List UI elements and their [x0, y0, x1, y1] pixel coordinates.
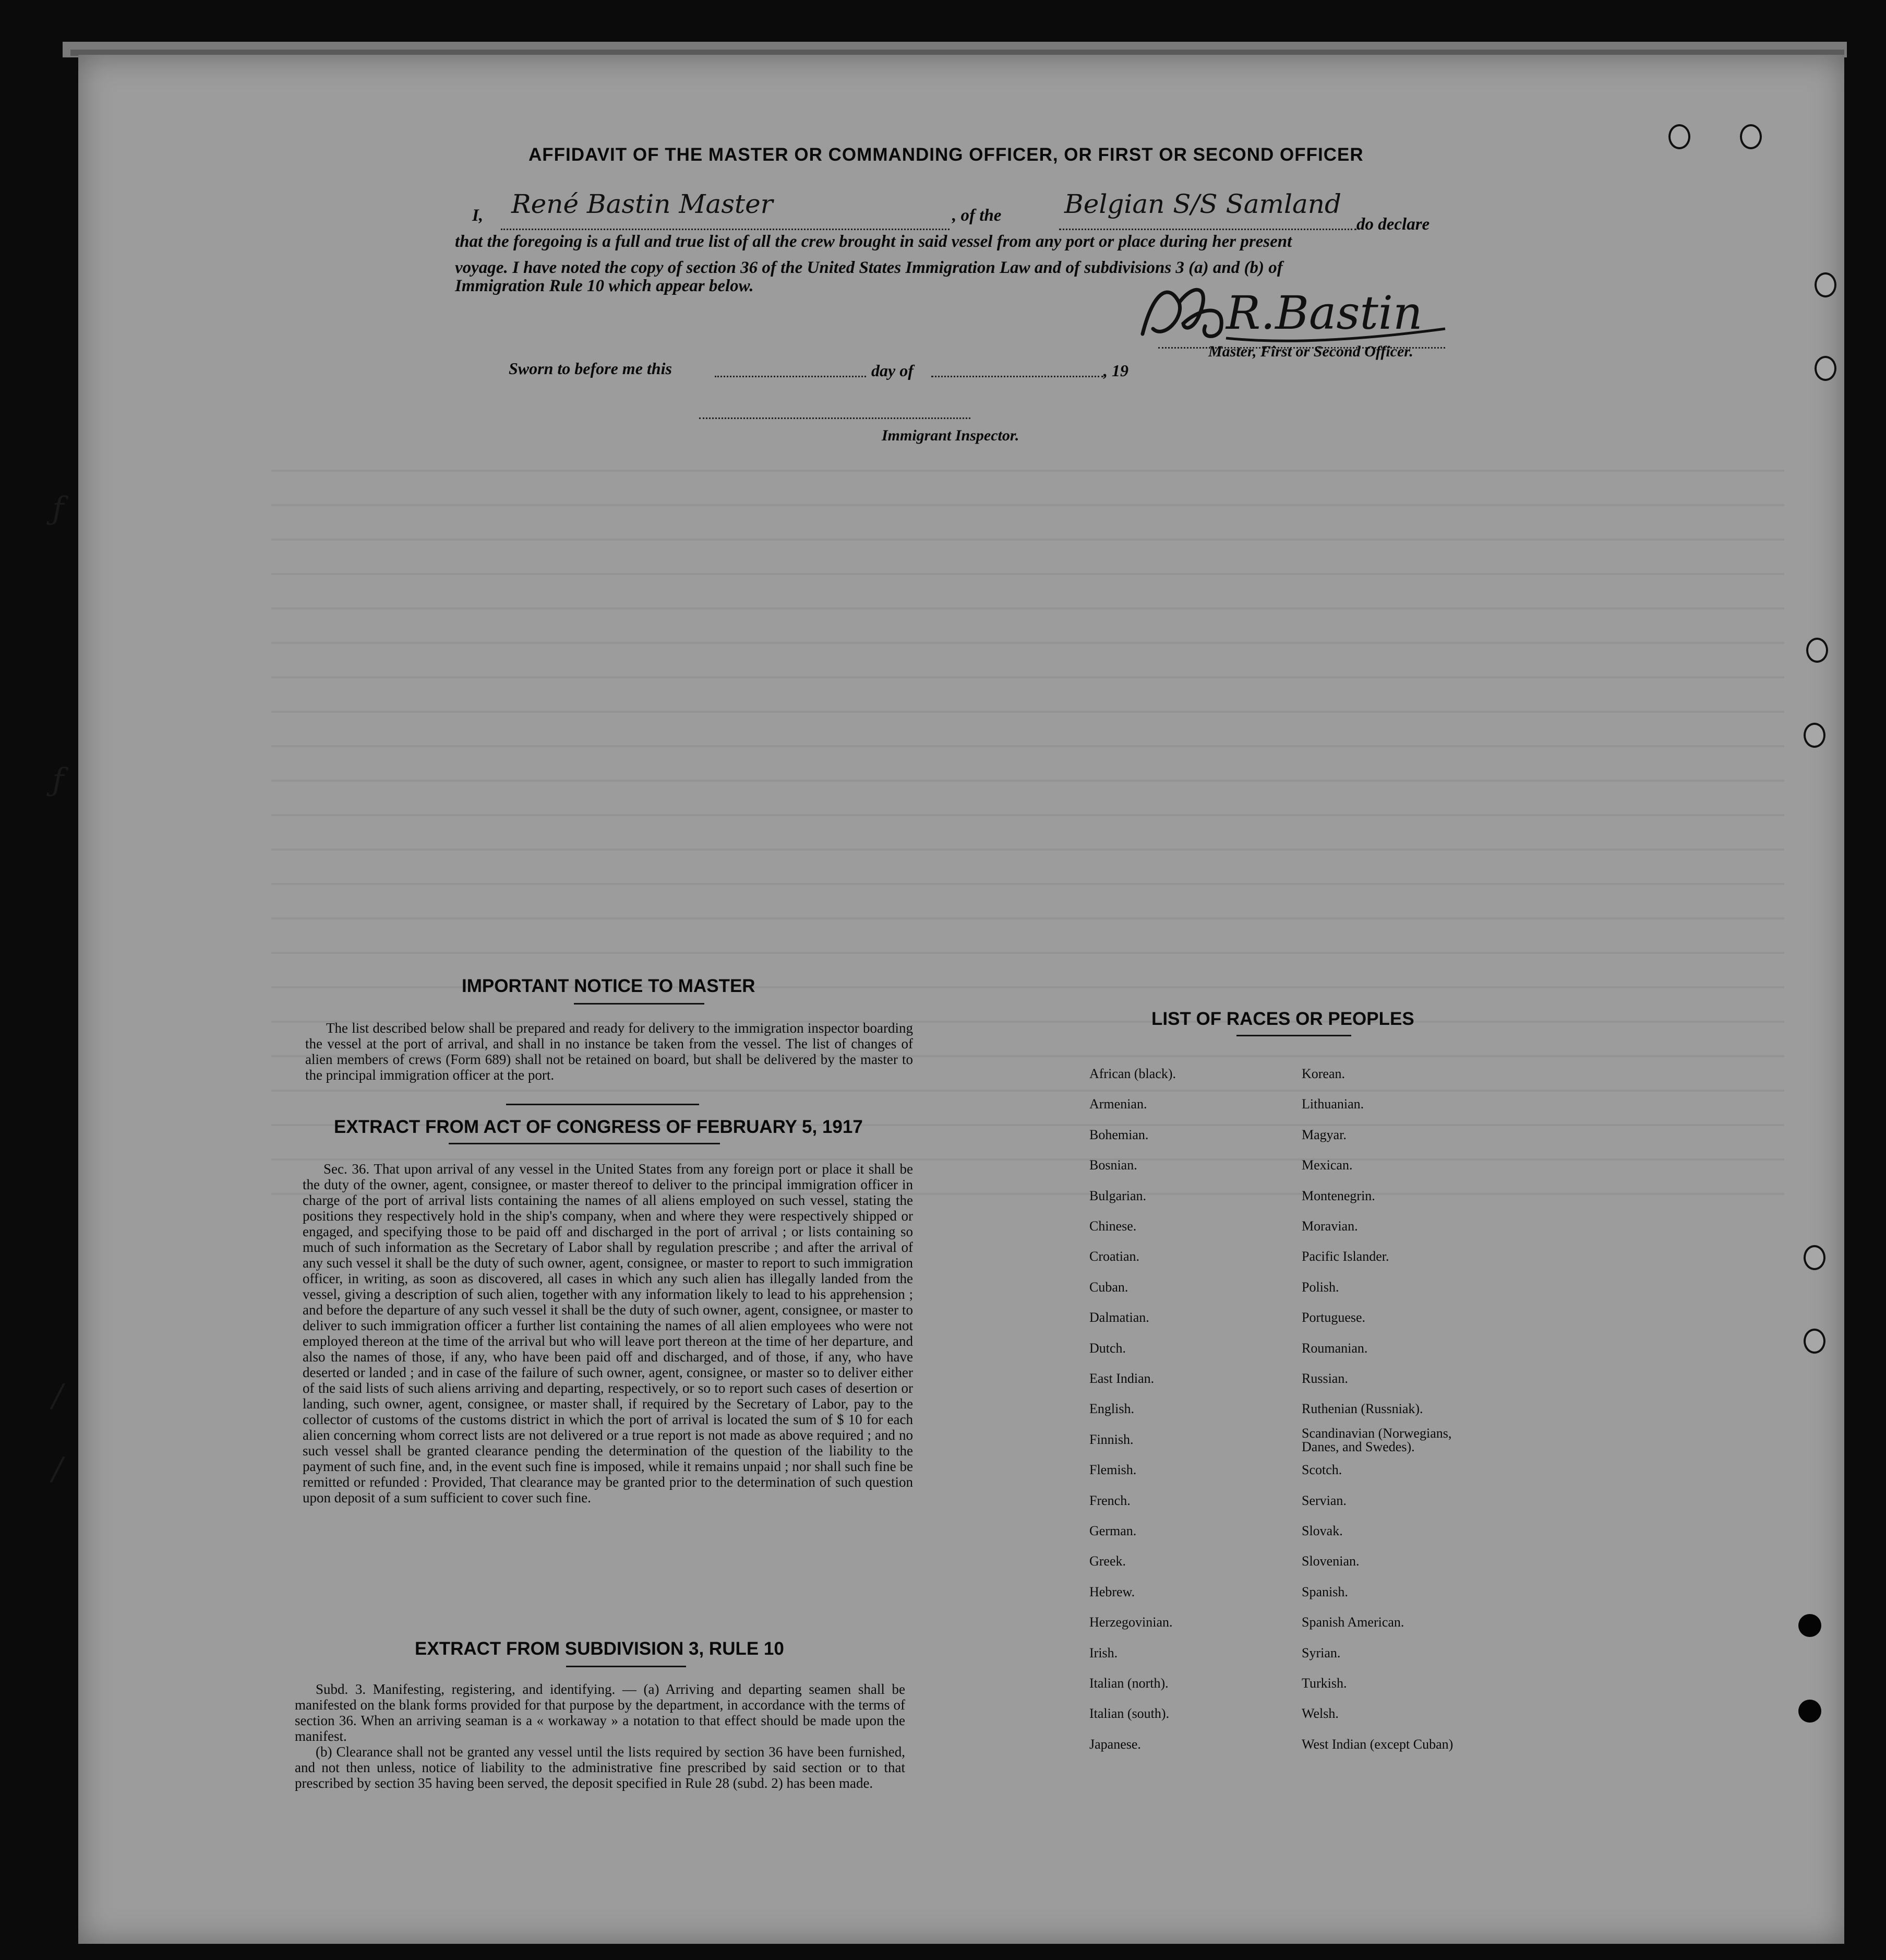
notice-title-rule: [574, 1003, 704, 1005]
bleed-through-row: [271, 848, 1784, 851]
race-left-item: Bosnian.: [1089, 1157, 1137, 1173]
race-left-item: English.: [1089, 1401, 1134, 1417]
affidavit-title: AFFIDAVIT OF THE MASTER OR COMMANDING OFFICER, OR FIRST OR SECOND OFFICER: [528, 145, 1364, 165]
bleed-through-row: [271, 745, 1784, 747]
race-right-item: Spanish American.: [1302, 1615, 1404, 1630]
race-right-item: Lithuanian.: [1302, 1096, 1364, 1112]
affidavit-line-2: that the foregoing is a full and true list of all the crew brought in said vessel from any port or place during her present: [455, 232, 1292, 251]
race-right-item: Slovak.: [1302, 1523, 1343, 1538]
race-right-item: Turkish.: [1302, 1676, 1347, 1691]
act-section-36-paragraph: Sec. 36. That upon arrival of any vessel in the United States from any foreign port or place it shall be the duty of the owner, agent, consignee, or master thereof to deliver to the principal immigration officer in charge of the port of arrival lists containing the names of all aliens employed on such vessel, stating the positions they respectively hold in the ship's company, when and where they were respectively shipped or engaged, and specifying those to be paid off and discharged in the port of arrival ; or lists containing so much of such information as the Secretary of Labor shall by regulation prescribe ; and after the arrival of any such vessel it shall be the duty of such owner, agent, consignee, or master to report to such immigration officer, in writing, as soon as discovered, all cases in which any such alien has illegally landed from the vessel, giving a description of such alien, together with any information likely to lead to his apprehension ; and before the departure of any such vessel it shall be the duty of such owner, agent, consignee, or master to deliver to such immigration officer a further list containing the names of all alien employees who were not employed thereon at the time of the arrival but who will leave port thereon at the time of her departure, and also the names of those, if any, who have been paid off and discharged, and of those, if any, who have deserted or landed ; and in case of the failure of such owner, agent, consignee, or master so to deliver either of the said lists of such aliens arriving and departing, respectively, or so to report such cases of desertion or landing, such owner, agent, consignee, or master shall, if required by the Secretary of Labor, pay to the collector of customs of the customs district in which the port of arrival is located the sum of $ 10 for each alien concerning whom correct lists are not delivered or a true report is not made as above required ; and no such vessel shall be granted clearance pending the determination of the question of the liability to the payment of such fine, and, in the event such fine is imposed, while it remains unpaid ; nor shall such fine be remitted or refunded : Provided, That clearance may be granted prior to the determination of such question upon deposit of a sum sufficient to cover such fine.: [303, 1161, 913, 1505]
sworn-month-field: [931, 376, 1103, 377]
race-left-item: Hebrew.: [1089, 1584, 1135, 1599]
races-title: LIST OF RACES OR PEOPLES: [1151, 1009, 1414, 1029]
race-left-item: Italian (south).: [1089, 1706, 1170, 1722]
bleed-through-row: [271, 504, 1784, 506]
rule-title: EXTRACT FROM SUBDIVISION 3, RULE 10: [415, 1639, 784, 1659]
race-left-item: African (black).: [1089, 1066, 1176, 1081]
bleed-through-row: [271, 1090, 1784, 1092]
notice-bottom-rule: [506, 1104, 699, 1105]
race-right-item: Montenegrin.: [1302, 1188, 1375, 1203]
race-right-item: Magyar.: [1302, 1127, 1347, 1142]
inspector-signature-line: [699, 417, 970, 419]
race-right-item: Pacific Islander.: [1302, 1249, 1389, 1264]
race-right-item: West Indian (except Cuban): [1302, 1736, 1453, 1752]
affidavit-line-1-prefix: I,: [472, 206, 484, 225]
punch-hole: [1815, 272, 1836, 297]
rule-title-rule: [566, 1666, 686, 1667]
race-left-item: Italian (north).: [1089, 1676, 1169, 1691]
race-left-item: Bohemian.: [1089, 1127, 1149, 1142]
punch-hole: [1740, 124, 1762, 149]
punch-hole: [1804, 1329, 1825, 1354]
race-right-item: Scotch.: [1302, 1462, 1342, 1478]
sworn-year: , 19: [1103, 361, 1128, 380]
rule-paragraph-b: (b) Clearance shall not be granted any vessel until the lists required by section 36 have been furnished, and not then unless, notice of liability to the administrative fine prescribed by said section or to that prescribed by section 35 having been served, the deposit specified in Rule 28 (subd. 2) has been made.: [295, 1744, 905, 1791]
race-left-item: French.: [1089, 1492, 1131, 1508]
bleed-through-row: [271, 470, 1784, 472]
margin-tick-mark: /: [52, 1451, 63, 1487]
manifest-page: [78, 55, 1844, 1944]
margin-tick-mark: /: [52, 1378, 63, 1414]
bleed-through-row: [271, 1158, 1784, 1161]
race-right-item: Moravian.: [1302, 1218, 1358, 1234]
race-left-item: Japanese.: [1089, 1736, 1141, 1752]
sworn-prefix: Sworn to before me this: [509, 359, 672, 378]
race-right-item: Ruthenian (Russniak).: [1302, 1401, 1423, 1417]
bleed-through-row: [271, 711, 1784, 713]
punch-hole: [1815, 356, 1836, 381]
punch-hole: [1668, 124, 1690, 149]
bleed-through-row: [271, 917, 1784, 919]
vessel-name-handwritten: Belgian S/S Samland: [1064, 189, 1341, 219]
margin-tick-mark: ƒ: [52, 491, 64, 527]
race-right-item: Syrian.: [1302, 1645, 1341, 1660]
race-right-item: Slovenian.: [1302, 1553, 1360, 1569]
act-title-rule: [449, 1143, 720, 1144]
race-left-item: German.: [1089, 1523, 1137, 1538]
race-right-item: Spanish.: [1302, 1584, 1348, 1599]
notice-paragraph: The list described below shall be prepared and ready for delivery to the immigration inspector boarding the vessel at the port of arrival, and shall in no instance be taken from the vessel. The list of changes of alien members of crews (Form 689) shall not be retained on board, but shall be delivered by the master to the principal immigration officer at the port.: [305, 1020, 913, 1083]
act-text: [303, 1161, 913, 1505]
race-right-item: Russian.: [1302, 1371, 1348, 1386]
name-fill-line: [501, 229, 950, 230]
bleed-through-row: [271, 607, 1784, 609]
race-left-item: Finnish.: [1089, 1431, 1134, 1447]
act-title: EXTRACT FROM ACT OF CONGRESS OF FEBRUARY 5, 1917: [334, 1117, 863, 1137]
affidavit-line-1-mid: , of the: [952, 206, 1002, 225]
vessel-fill-line: [1059, 229, 1356, 230]
race-left-item: East Indian.: [1089, 1371, 1155, 1386]
bleed-through-row: [271, 642, 1784, 644]
race-right-item: Welsh.: [1302, 1706, 1339, 1722]
bleed-through-row: [271, 573, 1784, 575]
bleed-through-row: [271, 952, 1784, 954]
rule-text: [295, 1681, 905, 1791]
bleed-through-row: [271, 883, 1784, 885]
race-right-item: Scandinavian (Norwegians, Danes, and Swedes).: [1302, 1425, 1452, 1454]
signature-label: Master, First or Second Officer.: [1208, 343, 1413, 360]
punch-hole: [1798, 1614, 1821, 1637]
race-left-item: Dalmatian.: [1089, 1310, 1149, 1325]
races-title-rule: [1236, 1035, 1351, 1036]
affidavit-line-4: Immigration Rule 10 which appear below.: [455, 277, 754, 295]
notice-title: IMPORTANT NOTICE TO MASTER: [462, 976, 755, 996]
punch-hole: [1804, 723, 1825, 748]
sworn-day-field: [715, 376, 866, 377]
race-left-item: Irish.: [1089, 1645, 1118, 1660]
master-signature: [1122, 271, 1456, 350]
bleed-through-row: [271, 539, 1784, 541]
master-name-handwritten: René Bastin Master: [511, 189, 773, 219]
race-left-item: Dutch.: [1089, 1340, 1126, 1356]
margin-tick-mark: ƒ: [52, 762, 64, 798]
race-left-item: Bulgarian.: [1089, 1188, 1147, 1203]
punch-hole: [1806, 638, 1828, 663]
bleed-through-row: [271, 676, 1784, 678]
affidavit-line-1-suffix: do declare: [1356, 215, 1430, 234]
race-right-item: Korean.: [1302, 1066, 1346, 1081]
punch-hole: [1804, 1245, 1825, 1270]
race-left-item: Greek.: [1089, 1553, 1126, 1569]
race-left-item: Flemish.: [1089, 1462, 1137, 1478]
punch-hole: [1798, 1700, 1821, 1723]
bleed-through-row: [271, 780, 1784, 782]
race-left-item: Croatian.: [1089, 1249, 1140, 1264]
race-right-item: Servian.: [1302, 1492, 1347, 1508]
race-left-item: Armenian.: [1089, 1096, 1147, 1112]
race-left-item: Cuban.: [1089, 1279, 1128, 1295]
inspector-label: Immigrant Inspector.: [882, 427, 1019, 444]
bleed-through-row: [271, 814, 1784, 816]
race-right-item: Mexican.: [1302, 1157, 1353, 1173]
race-left-item: Herzegovinian.: [1089, 1615, 1173, 1630]
sworn-day-of: day of: [871, 361, 914, 380]
race-right-item: Polish.: [1302, 1279, 1339, 1295]
affidavit-line-3: voyage. I have noted the copy of section 36 of the United States Immigration Law and of subdivisions 3 (a) and (b) of: [455, 258, 1283, 277]
race-right-item: Portuguese.: [1302, 1310, 1366, 1325]
race-left-item: Chinese.: [1089, 1218, 1137, 1234]
race-right-item: Roumanian.: [1302, 1340, 1368, 1356]
signature-text: R.Bastin: [1226, 286, 1423, 340]
rule-paragraph-a: Subd. 3. Manifesting, registering, and identifying. — (a) Arriving and departing seamen shall be manifested on the blank forms provided for that purpose by the department, in accordance with the terms of section 36. When an arriving seaman is a « workaway » a notation to that effect should be made upon the manifest.: [295, 1681, 905, 1744]
notice-text: [305, 1020, 913, 1083]
